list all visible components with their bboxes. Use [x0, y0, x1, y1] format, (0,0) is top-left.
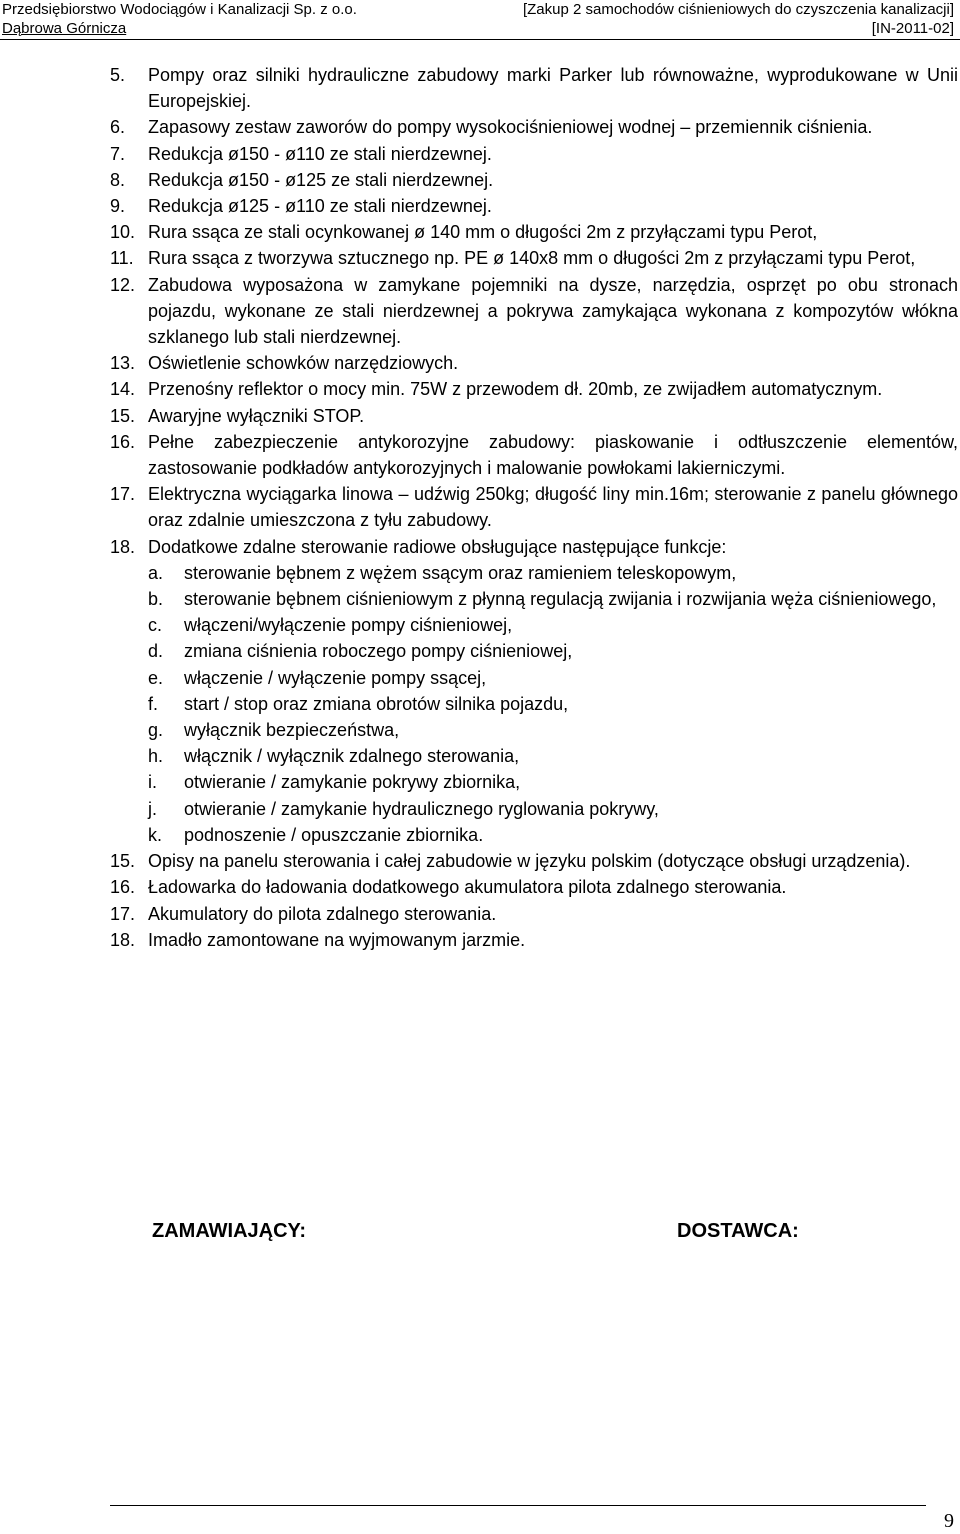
list-item-number: 13. — [110, 353, 136, 374]
list-item-number: 16. — [110, 431, 136, 452]
sublist-item-text: otwieranie / zamykanie pokrywy zbiornika, — [184, 772, 521, 793]
sublist-item-text: start / stop oraz zmiana obrotów silnika pojazdu, — [184, 693, 569, 714]
list-item — [110, 534, 958, 560]
sublist-item — [110, 560, 958, 586]
sublist-item-letter: c. — [148, 615, 163, 636]
document-title: [Zakup 2 samochodów ciśnieniowych do czyszczenia kanalizacji] — [522, 1, 954, 18]
list-item — [110, 376, 958, 402]
header-left — [2, 0, 357, 38]
function-sublist — [110, 560, 958, 848]
list-item — [110, 62, 958, 114]
list-item-text: Elektryczna wyciągarka linowa – udźwig 250kg; długość liny min.16m; sterowanie z panelu głównego oraz zdalnie umieszczona z tyłu zabudowy. — [148, 484, 958, 531]
list-item — [110, 219, 958, 245]
sublist-item — [110, 743, 958, 769]
sublist-item-text: włącznik / wyłącznik zdalnego sterowania, — [184, 746, 520, 767]
sublist-item-letter: k. — [148, 824, 163, 845]
company-name: Przedsiębiorstwo Wodociągów i Kanalizacji Sp. z o.o. — [2, 1, 357, 18]
list-item — [110, 245, 958, 271]
page-number: 9 — [944, 1510, 954, 1532]
list-item-text: Zabudowa wyposażona w zamykane pojemniki na dysze, narzędzia, osprzęt po obu stronach pojazdu, wykonane ze stali nierdzewnej a pokrywa zamykająca wykonana z kompozytów włókna szklanego lub stali nierdzewnej. — [148, 274, 958, 348]
numbered-list-continued — [110, 848, 958, 953]
list-item-text: Pełne zabezpieczenie antykorozyjne zabudowy: piaskowanie i odtłuszczenie elementów, zastosowanie podkładów antykorozyjnych i malowanie powłokami lakierniczymi. — [148, 431, 958, 479]
list-item-number: 8. — [110, 169, 126, 190]
sublist-item-text: podnoszenie / opuszczanie zbiornika. — [184, 824, 484, 845]
sublist-item-letter: b. — [148, 589, 164, 610]
list-item — [110, 429, 958, 481]
list-item-text: Awaryjne wyłączniki STOP. — [148, 405, 365, 426]
header-right — [523, 0, 954, 38]
sublist-item-letter: g. — [148, 720, 164, 741]
sublist-item — [110, 665, 958, 691]
list-item-number: 18. — [110, 929, 136, 950]
list-item-text: Ładowarka do ładowania dodatkowego akumulatora pilota zdalnego sterowania. — [148, 877, 787, 898]
sublist-item — [110, 638, 958, 664]
list-item-number: 17. — [110, 484, 136, 505]
list-item-number: 5. — [110, 65, 126, 85]
list-item-number: 11. — [110, 248, 134, 269]
list-item-number: 6. — [110, 117, 126, 138]
sublist-item-letter: e. — [148, 667, 164, 688]
list-item-text: Redukcja ø150 - ø125 ze stali nierdzewnej. — [148, 169, 494, 190]
sublist-item-text: wyłącznik bezpieczeństwa, — [184, 720, 400, 741]
list-item — [110, 193, 958, 219]
list-item-number: 16. — [110, 877, 136, 898]
list-item-text: Rura ssąca z tworzywa sztucznego np. PE ø 140x8 mm o długości 2m z przyłączami typu Perot, — [148, 248, 916, 269]
list-item-number: 9. — [110, 196, 126, 217]
sublist-item-text: sterowanie bębnem ciśnieniowym z płynną regulacją zwijania i rozwijania węża ciśnieniowego, — [184, 589, 937, 610]
list-item — [110, 272, 958, 351]
list-item-text: Zapasowy zestaw zaworów do pompy wysokociśnieniowej wodnej – przemiennik ciśnienia. — [148, 117, 873, 138]
list-item — [110, 403, 958, 429]
footer-divider — [110, 1505, 926, 1506]
list-item-number: 17. — [110, 903, 136, 924]
orderer-signature-label: ZAMAWIAJĄCY: — [152, 1220, 307, 1242]
sublist-item — [110, 796, 958, 822]
list-item-text: Redukcja ø125 - ø110 ze stali nierdzewnej. — [148, 196, 492, 217]
sublist-item — [110, 769, 958, 795]
list-item-text: Oświetlenie schowków narzędziowych. — [148, 353, 459, 374]
sublist-item-letter: a. — [148, 562, 164, 583]
document-reference: [IN-2011-02] — [871, 20, 954, 37]
list-item-text: Dodatkowe zdalne sterowanie radiowe obsługujące następujące funkcje: — [148, 536, 727, 557]
list-item-number: 10. — [110, 222, 136, 243]
list-item-number: 12. — [110, 274, 136, 295]
sublist-item — [110, 586, 958, 612]
list-item-number: 18. — [110, 536, 136, 557]
list-item — [110, 874, 958, 900]
sublist-item-text: sterowanie bębnem z wężem ssącym oraz ramieniem teleskopowym, — [184, 562, 737, 583]
list-item — [110, 901, 958, 927]
sublist-item-letter: d. — [148, 641, 164, 662]
list-item-text: Przenośny reflektor o mocy min. 75W z przewodem dł. 20mb, ze zwijadłem automatycznym. — [148, 379, 883, 400]
list-item-number: 14. — [110, 379, 136, 400]
sublist-item-letter: f. — [148, 693, 159, 714]
sublist-item-letter: i. — [148, 772, 157, 793]
list-item — [110, 481, 958, 533]
sublist-item-letter: h. — [148, 746, 164, 767]
list-item-number: 15. — [110, 405, 136, 426]
list-item-text: Pompy oraz silniki hydrauliczne zabudowy marki Parker lub równoważne, wyprodukowane w Unii Europejskiej. — [148, 65, 958, 112]
company-city: Dąbrowa Górnicza — [2, 20, 127, 37]
list-item-number: 7. — [110, 143, 126, 164]
list-item-number: 15. — [110, 851, 136, 872]
list-item-text: Akumulatory do pilota zdalnego sterowania. — [148, 903, 497, 924]
sublist-item — [110, 717, 958, 743]
header-divider — [0, 39, 960, 40]
sublist-item — [110, 612, 958, 638]
list-item — [110, 167, 958, 193]
list-item-text: Opisy na panelu sterowania i całej zabudowie w języku polskim (dotyczące obsługi urządzenia). — [148, 851, 911, 872]
list-item — [110, 350, 958, 376]
list-item-text: Rura ssąca ze stali ocynkowanej ø 140 mm o długości 2m z przyłączami typu Perot, — [148, 222, 818, 243]
sublist-item-text: otwieranie / zamykanie hydraulicznego ryglowania pokrywy, — [184, 798, 659, 819]
sublist-item — [110, 691, 958, 717]
list-item — [110, 114, 958, 140]
sublist-item — [110, 822, 958, 848]
sublist-item-text: włączenie / wyłączenie pompy ssącej, — [184, 667, 487, 688]
sublist-item-letter: j. — [148, 798, 157, 819]
numbered-list — [110, 62, 958, 560]
list-item-text: Imadło zamontowane na wyjmowanym jarzmie. — [148, 929, 526, 950]
supplier-signature-label: DOSTAWCA: — [677, 1220, 799, 1242]
document-body — [110, 62, 958, 953]
list-item-text: Redukcja ø150 - ø110 ze stali nierdzewnej. — [148, 143, 492, 164]
list-item — [110, 927, 958, 953]
page-header — [0, 0, 960, 40]
sublist-item-text: zmiana ciśnienia roboczego pompy ciśnieniowej, — [184, 641, 573, 662]
list-item — [110, 141, 958, 167]
sublist-item-text: włączeni/wyłączenie pompy ciśnieniowej, — [184, 615, 513, 636]
list-item — [110, 848, 958, 874]
